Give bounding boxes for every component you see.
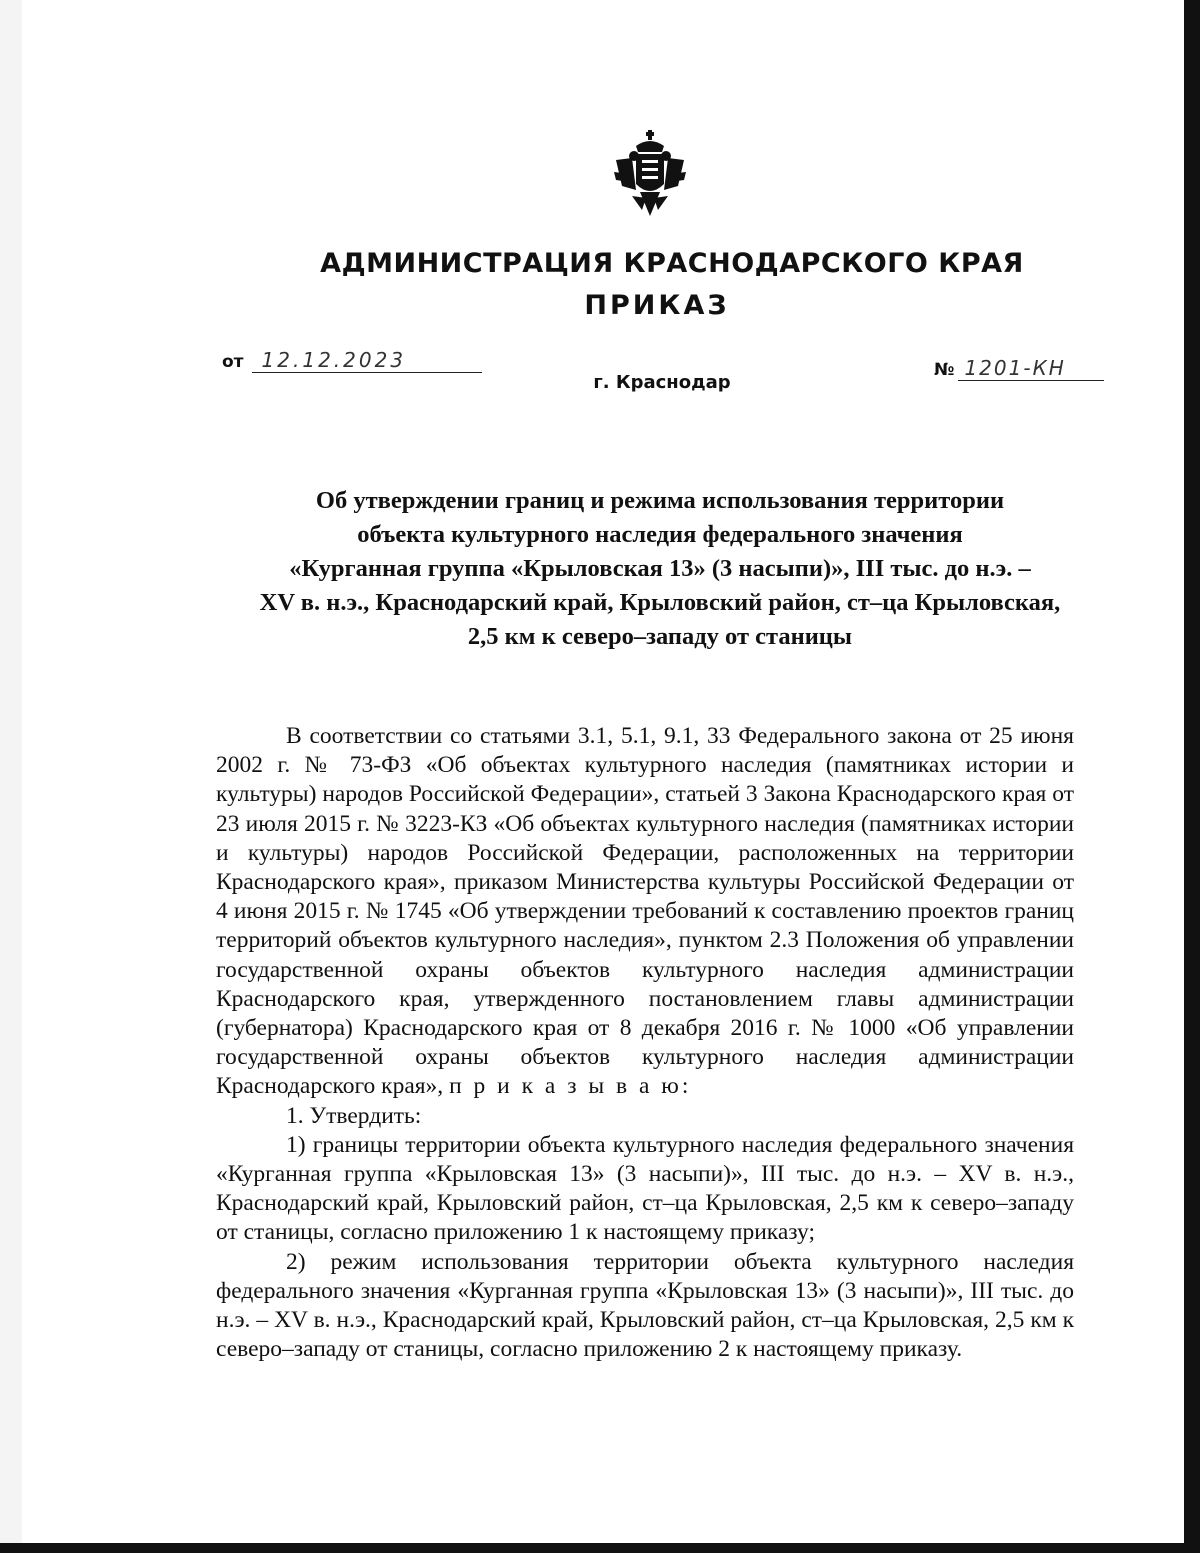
item-1-2: 2) режим использования территории объекта культурного наследия федерального значения «Курганная группа «Крыловская 13» (3 насыпи)», III тыс. до н.э. – XV в. н.э., Краснодарский край, Крыловский район, ст–ца Крыловская, 2,5 км к северо–западу от станицы, согласно приложению 2 к настоящему приказу. <box>216 1248 1074 1363</box>
subject-line: объекта культурного наследия федерального значения <box>357 521 963 548</box>
scan-right-edge <box>1184 0 1200 1553</box>
item-1: 1. Утвердить: <box>286 1102 422 1129</box>
document-date <box>222 348 482 373</box>
handwritten-date: 12.12.2023 <box>252 348 482 373</box>
date-prefix: от <box>222 352 244 372</box>
subject-line: XV в. н.э., Краснодарский край, Крыловский район, ст–ца Крыловская, <box>259 589 1061 616</box>
subject-line: Об утверждении границ и режима использования территории <box>315 487 1005 514</box>
krasnodar-coat-of-arms-icon <box>612 130 688 220</box>
document-body <box>216 722 1074 1364</box>
document-city: г. Краснодар <box>593 372 731 393</box>
subject-line: 2,5 км к северо–западу от станицы <box>467 623 853 650</box>
handwritten-number: 1201-КН <box>958 356 1104 381</box>
order-word: п р и к а з ы в а ю: <box>449 1073 692 1100</box>
item-1-1: 1) границы территории объекта культурного наследия федерального значения «Курганная группа «Крыловская 13» (3 насыпи)», III тыс. до н.э. – XV в. н.э., Краснодарский край, Крыловский район, ст–ца Крыловская, 2,5 км к северо–западу от станицы, согласно приложению 1 к настоящему приказу; <box>216 1131 1074 1246</box>
organization-title: АДМИНИСТРАЦИЯ КРАСНОДАРСКОГО КРАЯ <box>320 248 1024 279</box>
preamble-paragraph <box>216 722 1074 1102</box>
document-subject <box>210 484 1110 654</box>
preamble-text: В соответствии со статьями 3.1, 5.1, 9.1, 33 Федерального закона от 25 июня 2002 г. № 73-ФЗ «Об объектах культурного наследия (памятниках истории и культуры) народов Российской Федерации», статьей 3 Закона Краснодарского края от 23 июля 2015 г. № 3223-КЗ «Об объектах культурного наследия (памятниках истории и культуры) народов Российской Федерации, расположенных на территории Краснодарского края», приказом Министерства культуры Российской Федерации от 4 июня 2015 г. № 1745 «Об утверждении требований к составлению проектов границ территорий объектов культурного наследия», пунктом 2.3 Положения об управлении государственной охраны объектов культурного наследия администрации Краснодарского края, утвержденного постановлением главы администрации (губернатора) Краснодарского края от 8 декабря 2016 г. № 1000 «Об управлении государственной охраны объектов культурного наследия администрации Краснодарского края», <box>216 723 1074 1100</box>
document-type-title: ПРИКАЗ <box>584 290 730 321</box>
scan-bottom-edge <box>0 1543 1200 1553</box>
number-prefix: № <box>934 360 955 380</box>
subject-line: «Курганная группа «Крыловская 13» (3 насыпи)», III тыс. до н.э. – <box>289 555 1031 582</box>
